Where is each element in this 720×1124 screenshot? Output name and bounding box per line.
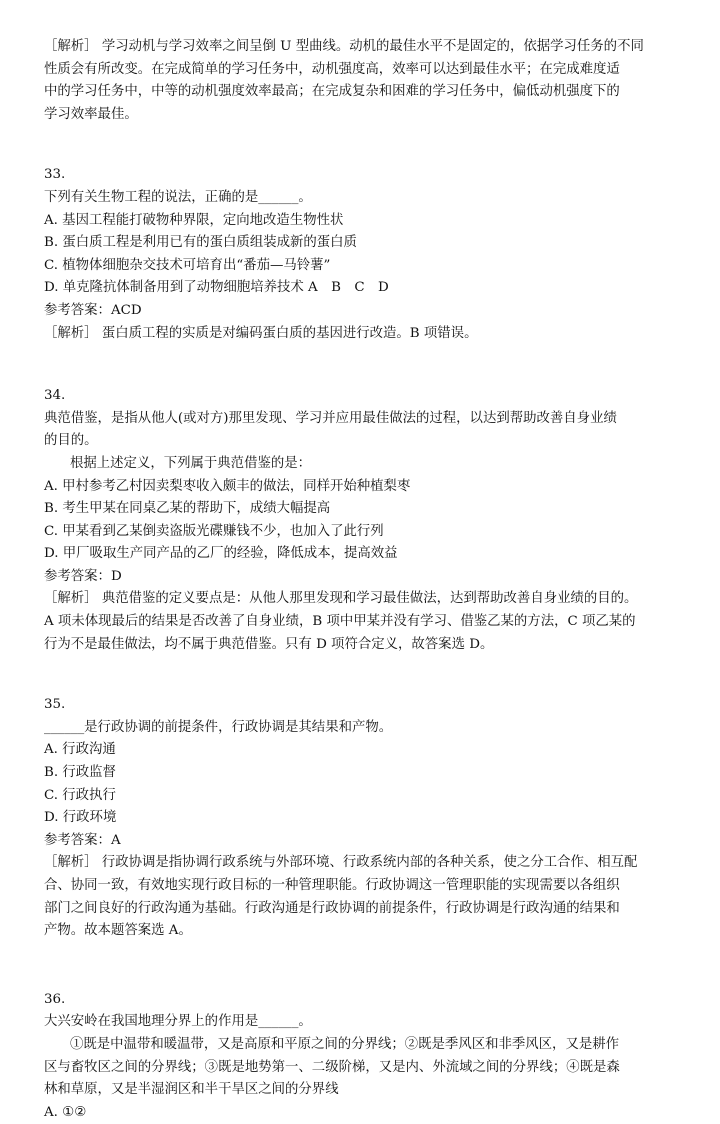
option-c: C. 行政执行 xyxy=(44,787,116,803)
question-stem: 典范借鉴，是指从他人(或对方)那里发现、学习并应用最佳做法的过程，以达到帮助改善自身业绩 xyxy=(44,410,617,426)
reference-answer: 参考答案：A xyxy=(44,832,121,848)
question-stem: 大兴安岭在我国地理分界上的作用是______。 xyxy=(44,1014,312,1030)
analysis-line: 产物。故本题答案选 A。 xyxy=(44,923,192,939)
question-statements: ①既是中温带和暖温带，又是高原和平原之间的分界线；②既是季风区和非季风区，又是耕作 xyxy=(70,1036,620,1052)
option-d: D. 甲厂吸取生产同产品的乙厂的经验，降低成本，提高效益 xyxy=(44,546,398,562)
option-a: A. 行政沟通 xyxy=(44,742,116,758)
question-number: 33. xyxy=(44,167,66,183)
option-b: B. 蛋白质工程是利用已有的蛋白质组装成新的蛋白质 xyxy=(44,235,357,251)
analysis-line: ［解析］ 典范借鉴的定义要点是：从他人那里发现和学习最佳做法，达到帮助改善自身业绩的目的。 xyxy=(44,591,638,607)
question-35 xyxy=(44,694,676,943)
option-c: C. 甲某看到乙某倒卖盗版光碟赚钱不少，也加入了此行列 xyxy=(44,523,384,539)
option-b: B. 考生甲某在同桌乙某的帮助下，成绩大幅提高 xyxy=(44,501,331,517)
question-stem: 的目的。 xyxy=(44,433,98,449)
analysis-line: 合、协同一致，有效地实现行政目标的一种管理职能。行政协调这一管理职能的实现需要以各组织 xyxy=(44,878,620,893)
option-c: C. 植物体细胞杂交技术可培育出“番茄—马铃薯” xyxy=(44,257,331,273)
question-33 xyxy=(44,164,676,345)
option-a: A. 甲村参考乙村因卖梨枣收入颇丰的做法，同样开始种植梨枣 xyxy=(44,478,411,494)
question-34 xyxy=(44,385,676,656)
question-number: 35. xyxy=(44,697,66,713)
analysis-line: ［解析］ 行政协调是指协调行政系统与外部环境、行政系统内部的各种关系，使之分工合作、相互配 xyxy=(44,855,638,871)
question-statements: 区与畜牧区之间的分界线；③既是地势第一、二级阶梯，又是内、外流域之间的分界线；④既是森 xyxy=(44,1059,620,1075)
option-a: A. 基因工程能打破物种界限，定向地改造生物性状 xyxy=(44,212,344,228)
question-prompt: 根据上述定义，下列属于典范借鉴的是： xyxy=(70,455,312,471)
option-b: B. 行政监督 xyxy=(44,765,116,781)
analysis-line: A 项未体现最后的结果是否改善了自身业绩，B 项中甲某并没有学习、借鉴乙某的方法，C 项乙某的 xyxy=(44,614,636,630)
analysis-line: 部门之间良好的行政沟通为基础。行政沟通是行政协调的前提条件，行政协调是行政沟通的结果和 xyxy=(44,900,620,916)
intro-analysis xyxy=(44,36,676,126)
question-statements: 林和草原，又是半湿润区和半干旱区之间的分界线 xyxy=(44,1082,339,1098)
question-stem: ______是行政协调的前提条件，行政协调是其结果和产物。 xyxy=(44,719,393,735)
document-page xyxy=(44,36,676,1124)
question-number: 34. xyxy=(44,388,66,404)
analysis-line: 行为不是最佳做法，均不属于典范借鉴。只有 D 项符合定义，故答案选 D。 xyxy=(44,636,494,652)
question-stem: 下列有关生物工程的说法，正确的是______。 xyxy=(44,189,312,205)
option-a: A. ①② xyxy=(44,1104,87,1120)
analysis-line: 中的学习任务中，中等的动机强度效率最高；在完成复杂和困难的学习任务中，偏低动机强度下的 xyxy=(44,84,620,100)
analysis-line: ［解析］ 学习动机与学习效率之间呈倒 U 型曲线。动机的最佳水平不是固定的，依据学习任务的不同 xyxy=(44,39,644,54)
option-d: D. 行政环境 xyxy=(44,810,117,826)
option-d: D. 单克隆抗体制备用到了动物细胞培养技术 A B C D xyxy=(44,280,389,296)
question-36 xyxy=(44,989,676,1124)
question-number: 36. xyxy=(44,991,66,1007)
analysis-line: 学习效率最佳。 xyxy=(44,106,138,122)
analysis-line: ［解析］ 蛋白质工程的实质是对编码蛋白质的基因进行改造。B 项错误。 xyxy=(44,325,478,341)
reference-answer: 参考答案：ACD xyxy=(44,302,142,318)
reference-answer: 参考答案：D xyxy=(44,568,122,584)
analysis-line: 性质会有所改变。在完成简单的学习任务中，动机强度高，效率可以达到最佳水平；在完成难度适 xyxy=(44,61,620,77)
